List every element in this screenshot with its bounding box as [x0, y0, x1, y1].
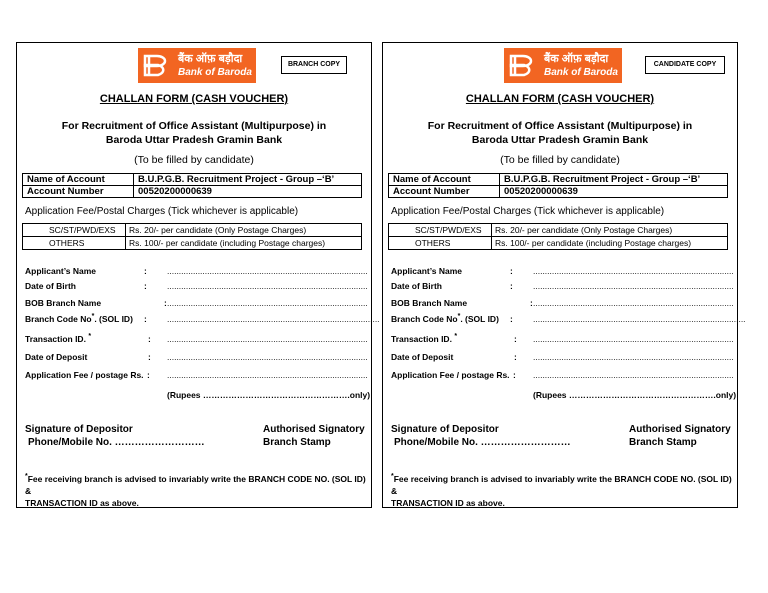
transaction-id-label: Transaction ID. *: [391, 333, 458, 344]
bob-branch-label: BOB Branch Name: [391, 298, 468, 308]
account-number-row: [23, 186, 362, 198]
branch-code-label: Branch Code No*. (SOL ID): [391, 313, 499, 324]
form-title: CHALLAN FORM (CASH VOUCHER): [99, 93, 289, 105]
app-fee-label: Application Fee / postage Rs.: [391, 370, 510, 380]
account-name-label: Name of Account: [389, 174, 500, 186]
account-name-row: [389, 174, 728, 186]
bob-branch-label: BOB Branch Name: [25, 298, 102, 308]
transaction-id-field[interactable]: .....................................................................................: [167, 334, 368, 344]
fee-table: [22, 223, 362, 250]
account-name-row: [23, 174, 362, 186]
fee-table: [388, 223, 728, 250]
candidate-copy-voucher: बैंक ऑफ़ बड़ौदा Bank of Baroda CANDIDATE COPY CHALLAN FORM (CASH VOUCHER) For Recruitment of Office Assistant (Multipurpose) in Baroda Uttar Pradesh Gramin Bank (To be filled by candidate) Name of Account B.U.P.G.B. Recruitment Project - Group –‘B’ Account Number 00520200000639 Application Fee/Postal Charges (Tick whichever is applicable) SC/ST/PWD/EXS Rs. 20/- per candidate (Only Postage Charges) OTHERS Rs. 100/- per candidate (including Postage charges) Applicant’s Name : ..................................................................................... Date of Birth : ..................................................................................... BOB Branch Name : ..................................................................................... Branch Code No*. (SOL ID) : .......................................................................................... Transaction ID. * : ..................................................................................... Date of Deposit : ..................................................................................... Application Fee / postage Rs. : ..................................................................................... (Rupees …………………………………………….only) Signature of Depositor Phone/Mobile No. ……………………… Authorised Signatory Branch Stamp *Fee receiving branch is advised to invariably write the BRANCH CODE NO. (SOL ID) & TRANSACTION ID as above.: [382, 42, 738, 508]
baroda-sun-icon: [509, 54, 537, 77]
bob-branch-field[interactable]: .....................................................................................: [533, 298, 734, 308]
authorised-signatory: [263, 423, 365, 449]
authorised-signatory: [629, 423, 731, 449]
fee-category[interactable]: OTHERS: [23, 237, 126, 250]
filled-by-note: (To be filled by candidate): [134, 154, 254, 166]
copy-type-label: CANDIDATE COPY: [645, 56, 725, 74]
form-title: CHALLAN FORM (CASH VOUCHER): [465, 93, 655, 105]
transaction-id-label: Transaction ID. *: [25, 333, 92, 344]
branch-code-field[interactable]: ..........................................................................................: [167, 314, 380, 324]
fee-row: [23, 224, 362, 237]
form-purpose: For Recruitment of Office Assistant (Multipurpose) in Baroda Uttar Pradesh Gramin Bank: [61, 120, 327, 146]
account-number-value: 00520200000639: [500, 186, 728, 198]
account-name-label: Name of Account: [23, 174, 134, 186]
fee-category[interactable]: OTHERS: [389, 237, 492, 250]
footnote: *Fee receiving branch is advised to invariably write the BRANCH CODE NO. (SOL ID) & TRANSACTION ID as above.: [25, 473, 366, 508]
depositor-signature: [25, 423, 205, 449]
branch-code-field[interactable]: ..........................................................................................: [533, 314, 746, 324]
depositor-signature: [391, 423, 571, 449]
account-number-label: Account Number: [23, 186, 134, 198]
account-table: [22, 173, 362, 198]
bank-english-name: Bank of Baroda: [178, 67, 252, 78]
depositor-signature-label: Signature of Depositor: [25, 424, 133, 435]
phone-field: Phone/Mobile No. ………………………: [28, 437, 205, 448]
date-of-deposit-label: Date of Deposit: [391, 352, 454, 362]
applicant-name-label: Applicant’s Name: [25, 266, 97, 276]
branch-stamp-label: Branch Stamp: [263, 437, 331, 448]
depositor-signature-label: Signature of Depositor: [391, 424, 499, 435]
transaction-id-field[interactable]: .....................................................................................: [533, 334, 734, 344]
fee-row: [389, 224, 728, 237]
account-number-row: [389, 186, 728, 198]
dob-label: Date of Birth: [25, 281, 76, 291]
fee-amount: Rs. 20/- per candidate (Only Postage Charges): [492, 224, 728, 237]
filled-by-note: (To be filled by candidate): [500, 154, 620, 166]
rupees-in-words-field[interactable]: (Rupees …………………………………………….only): [167, 390, 371, 400]
dob-field[interactable]: .....................................................................................: [167, 281, 368, 291]
account-name-value: B.U.P.G.B. Recruitment Project - Group –‘B’: [134, 174, 362, 186]
fee-row: [389, 237, 728, 250]
bank-english-name: Bank of Baroda: [544, 67, 618, 78]
applicant-name-field[interactable]: .....................................................................................: [533, 266, 734, 276]
account-table: [388, 173, 728, 198]
app-fee-field[interactable]: .....................................................................................: [533, 370, 734, 380]
authorised-signatory-label: Authorised Signatory: [263, 424, 365, 435]
form-purpose: For Recruitment of Office Assistant (Multipurpose) in Baroda Uttar Pradesh Gramin Bank: [427, 120, 693, 146]
date-of-deposit-field[interactable]: .....................................................................................: [167, 352, 368, 362]
fee-category[interactable]: SC/ST/PWD/EXS: [23, 224, 126, 237]
authorised-signatory-label: Authorised Signatory: [629, 424, 731, 435]
fee-heading: Application Fee/Postal Charges (Tick whichever is applicable): [25, 206, 299, 217]
fee-category[interactable]: SC/ST/PWD/EXS: [389, 224, 492, 237]
bank-of-baroda-logo: [504, 48, 622, 83]
branch-code-label: Branch Code No*. (SOL ID): [25, 313, 133, 324]
branch-stamp-label: Branch Stamp: [629, 437, 697, 448]
account-number-label: Account Number: [389, 186, 500, 198]
app-fee-label: Application Fee / postage Rs.: [25, 370, 144, 380]
date-of-deposit-field[interactable]: .....................................................................................: [533, 352, 734, 362]
footnote: *Fee receiving branch is advised to invariably write the BRANCH CODE NO. (SOL ID) & TRANSACTION ID as above.: [391, 473, 732, 508]
bank-of-baroda-logo: [138, 48, 256, 83]
dob-field[interactable]: .....................................................................................: [533, 281, 734, 291]
copy-type-label: BRANCH COPY: [281, 56, 347, 74]
rupees-in-words-field[interactable]: (Rupees …………………………………………….only): [533, 390, 737, 400]
applicant-name-field[interactable]: .....................................................................................: [167, 266, 368, 276]
phone-field: Phone/Mobile No. ………………………: [394, 437, 571, 448]
fee-amount: Rs. 100/- per candidate (including Postage charges): [492, 237, 728, 250]
fee-heading: Application Fee/Postal Charges (Tick whichever is applicable): [391, 206, 665, 217]
applicant-name-label: Applicant’s Name: [391, 266, 463, 276]
fee-amount: Rs. 100/- per candidate (including Postage charges): [126, 237, 362, 250]
date-of-deposit-label: Date of Deposit: [25, 352, 88, 362]
dob-label: Date of Birth: [391, 281, 442, 291]
bank-hindi-name: बैंक ऑफ़ बड़ौदा: [544, 53, 609, 65]
bank-hindi-name: बैंक ऑफ़ बड़ौदा: [178, 53, 243, 65]
account-number-value: 00520200000639: [134, 186, 362, 198]
fee-amount: Rs. 20/- per candidate (Only Postage Charges): [126, 224, 362, 237]
app-fee-field[interactable]: .....................................................................................: [167, 370, 368, 380]
baroda-sun-icon: [143, 54, 171, 77]
bob-branch-field[interactable]: .....................................................................................: [167, 298, 368, 308]
fee-row: [23, 237, 362, 250]
branch-copy-voucher: बैंक ऑफ़ बड़ौदा Bank of Baroda BRANCH COPY CHALLAN FORM (CASH VOUCHER) For Recruitment of Office Assistant (Multipurpose) in Baroda Uttar Pradesh Gramin Bank (To be filled by candidate) Name of Account B.U.P.G.B. Recruitment Project - Group –‘B’ Account Number 00520200000639 Application Fee/Postal Charges (Tick whichever is applicable) SC/ST/PWD/EXS Rs. 20/- per candidate (Only Postage Charges) OTHERS Rs. 100/- per candidate (including Postage charges) Applicant’s Name : ..................................................................................... Date of Birth : ..................................................................................... BOB Branch Name : ..................................................................................... Branch Code No*. (SOL ID) : .......................................................................................... Transaction ID. * : ..................................................................................... Date of Deposit : ..................................................................................... Application Fee / postage Rs. : ..................................................................................... (Rupees …………………………………………….only) Signature of Depositor Phone/Mobile No. ……………………… Authorised Signatory Branch Stamp *Fee receiving branch is advised to invariably write the BRANCH CODE NO. (SOL ID) & TRANSACTION ID as above.: [16, 42, 372, 508]
account-name-value: B.U.P.G.B. Recruitment Project - Group –‘B’: [500, 174, 728, 186]
